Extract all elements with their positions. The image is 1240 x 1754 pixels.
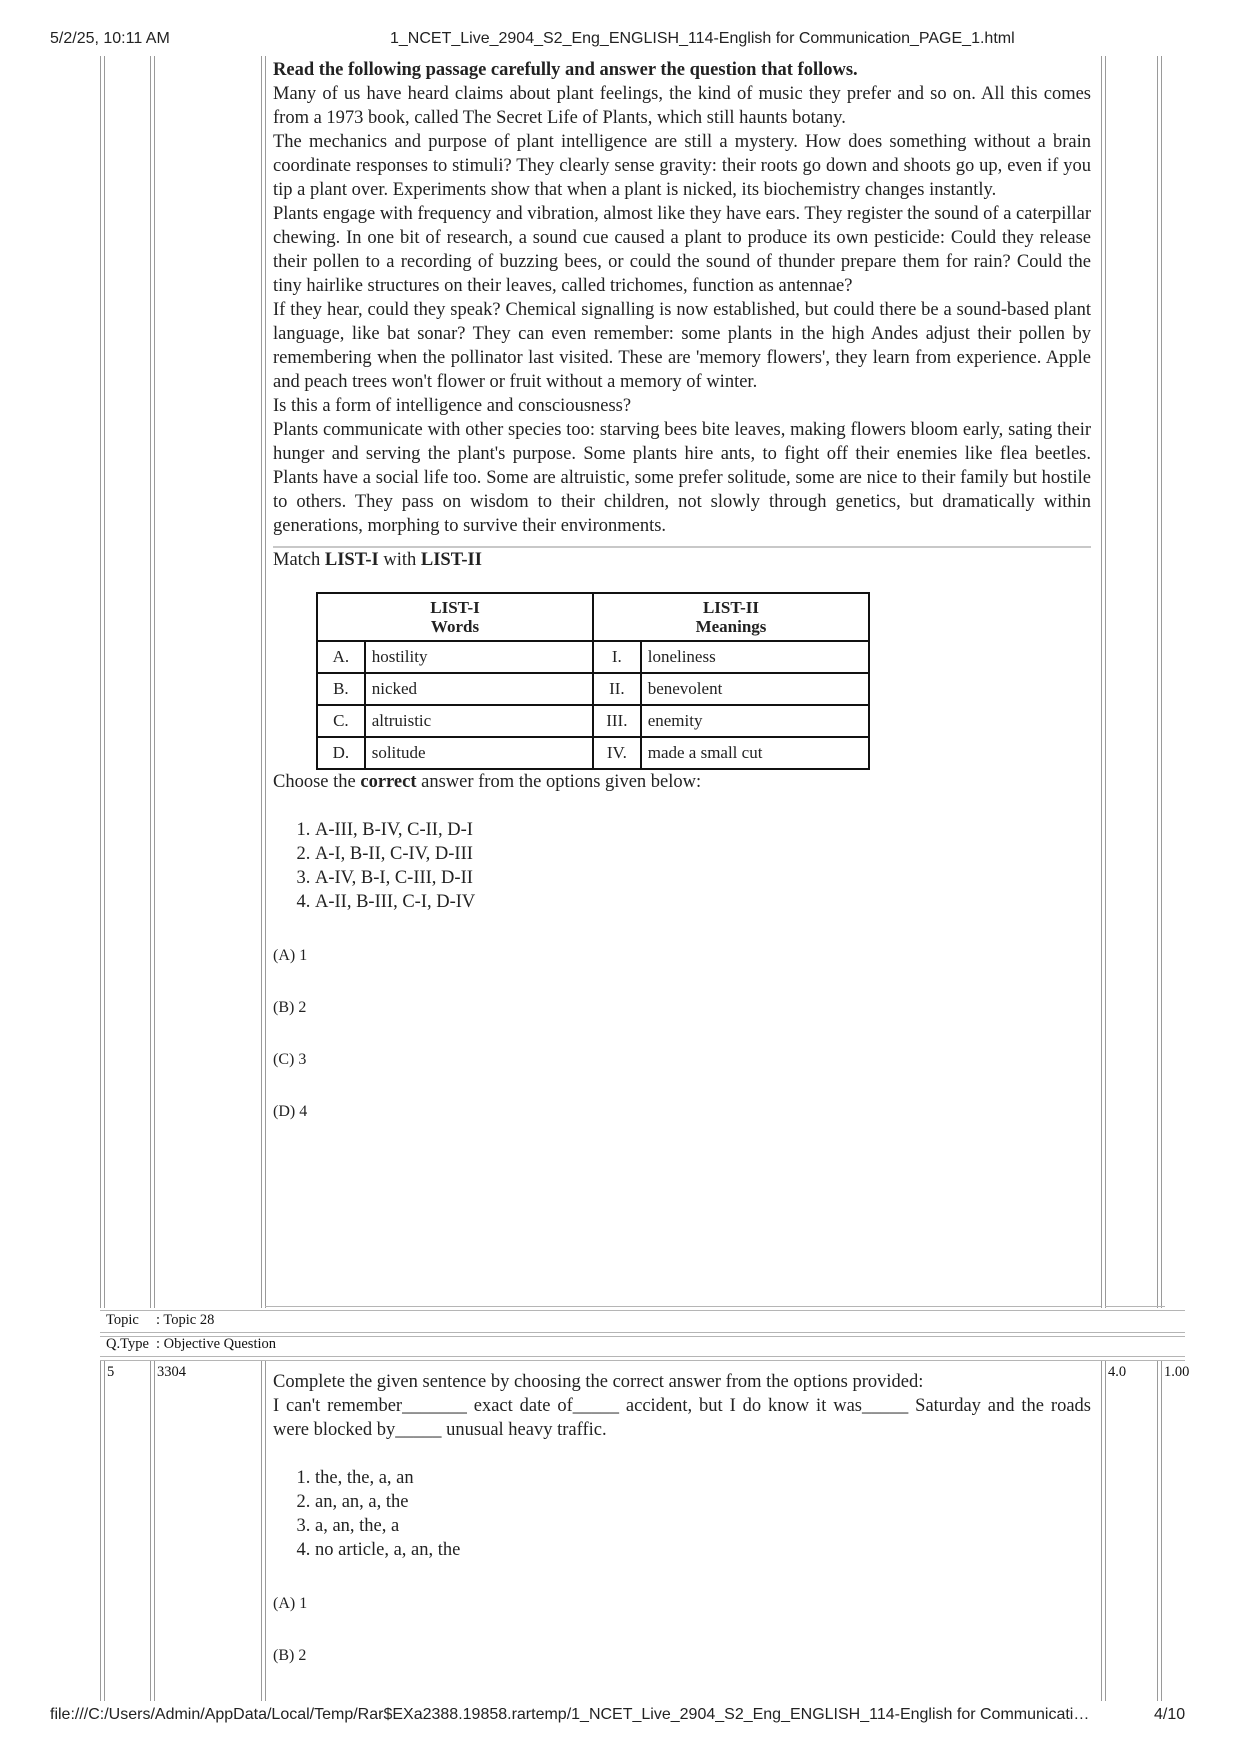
row-label: I.: [593, 641, 641, 673]
answer-choice-c: (C) 3: [273, 1051, 307, 1068]
option-list: [273, 1466, 1091, 1562]
table-row: [317, 673, 869, 705]
print-page-number: 4/10: [1154, 1706, 1186, 1723]
answer-choice-a: (A) 1: [273, 947, 308, 964]
qtype-value: : Objective Question: [156, 1336, 277, 1352]
row-label: III.: [593, 705, 641, 737]
table-row: [317, 641, 869, 673]
answer-choice-b: (B) 2: [273, 1647, 307, 1664]
table-row: [317, 737, 869, 769]
topic-value: : Topic 28: [156, 1312, 215, 1328]
word-cell: altruistic: [365, 705, 593, 737]
passage-paragraph: If they hear, could they speak? Chemical signalling is now established, but could there be a sound-based plant language, like bat sonar? They can even remember: some plants in the high Andes adjust their pollen by remembering when the pollinator last visited. These are 'memory flowers', they learn from experience. Apple and peach trees won't flower or fruit without a memory of winter.: [273, 300, 1091, 392]
question4-content: [273, 58, 1091, 1122]
question-marks: 4.0: [1108, 1364, 1127, 1380]
passage-paragraph: Is this a form of intelligence and consciousness?: [273, 396, 632, 416]
question-negative-marks: 1.00: [1164, 1364, 1190, 1380]
word-cell: nicked: [365, 673, 593, 705]
meaning-cell: enemity: [641, 705, 869, 737]
answer-choice-b: (B) 2: [273, 999, 307, 1016]
list2-name: LIST-II: [420, 550, 482, 570]
row-label: II.: [593, 673, 641, 705]
option-item: 1. the, the, a, an: [315, 1466, 1091, 1490]
row-label: A.: [317, 641, 365, 673]
match-instruction: Match LIST-I with LIST-II: [273, 550, 482, 570]
row-label: C.: [317, 705, 365, 737]
passage-paragraph: Many of us have heard claims about plant feelings, the kind of music they prefer and so on. All this comes from a 1973 book, called The Secret Life of Plants, which still haunts botany.: [273, 84, 1091, 128]
list1-header: LIST-I Words: [317, 593, 593, 641]
match-table-header: [317, 593, 869, 641]
answer-choice-a: (A) 1: [273, 1595, 308, 1612]
option-item: 3. a, an, the, a: [315, 1514, 1091, 1538]
match-table: [316, 592, 870, 770]
list2-header: LIST-II Meanings: [593, 593, 869, 641]
choose-instruction: Choose the correct answer from the options given below:: [273, 772, 702, 792]
print-datetime: 5/2/25, 10:11 AM: [50, 30, 170, 47]
question-number: 5: [107, 1364, 115, 1380]
option-item: 1. A-III, B-IV, C-II, D-I: [315, 818, 1091, 842]
row-label: B.: [317, 673, 365, 705]
table-row: [317, 705, 869, 737]
option-item: 2. an, an, a, the: [315, 1490, 1091, 1514]
word-cell: hostility: [365, 641, 593, 673]
option-item: 4. no article, a, an, the: [315, 1538, 1091, 1562]
word-cell: solitude: [365, 737, 593, 769]
question-prompt: Complete the given sentence by choosing the correct answer from the options provided:: [273, 1372, 924, 1392]
print-file-path: file:///C:/Users/Admin/AppData/Local/Temp/Rar$EXa2388.19858.rartemp/1_NCET_Live_2904_S2_Eng_ENGLISH_114-English for Communicati…: [50, 1706, 1090, 1723]
passage-paragraph: Plants engage with frequency and vibration, almost like they have ears. They register the sound of a caterpillar chewing. In one bit of research, a sound cue caused a plant to produce its own pesticide: Could they release their pollen to a recording of buzzing bees, or could the sound of thunder prepare them for rain? Could the tiny hairlike structures on their leaves, called trichomes, function as antennae?: [273, 204, 1092, 296]
question-sentence: I can't remember_______ exact date of_____ accident, but I do know it was_____ Saturday and the roads were blocked by_____ unusual heavy traffic.: [273, 1396, 1091, 1440]
print-page-title: 1_NCET_Live_2904_S2_Eng_ENGLISH_114-English for Communication_PAGE_1.html: [390, 30, 1015, 47]
option-item: 4. A-II, B-III, C-I, D-IV: [315, 890, 1091, 914]
option-item: 2. A-I, B-II, C-IV, D-III: [315, 842, 1091, 866]
list1-name: LIST-I: [324, 550, 379, 570]
row-label: IV.: [593, 737, 641, 769]
question5-content: [273, 1370, 1091, 1666]
option-list: [273, 818, 1091, 914]
topic-label: Topic: [106, 1312, 139, 1328]
meaning-cell: benevolent: [641, 673, 869, 705]
passage-paragraph: Plants communicate with other species too: starving bees bite leaves, making flowers bloom early, sating their hunger and serving the plant's purpose. Some plants hire ants, to fight off their enemies like flea beetles. Plants have a social life too. Some are altruistic, some prefer solitude, some are nice to their family but hostile to others. They pass on wisdom to their children, not slowly through genetics, but dramatically within generations, morphing to survive their environments.: [273, 420, 1091, 536]
passage-title: Read the following passage carefully and answer the question that follows.: [273, 60, 858, 80]
meaning-cell: loneliness: [641, 641, 869, 673]
qtype-label: Q.Type: [106, 1336, 149, 1352]
answer-choice-d: (D) 4: [273, 1103, 308, 1120]
option-item: 3. A-IV, B-I, C-III, D-II: [315, 866, 1091, 890]
meaning-cell: made a small cut: [641, 737, 869, 769]
row-label: D.: [317, 737, 365, 769]
passage-paragraph: The mechanics and purpose of plant intelligence are still a mystery. How does something without a brain coordinate responses to stimuli? They clearly sense gravity: their roots go down and shoots go up, even if you tip a plant over. Experiments show that when a plant is nicked, its biochemistry changes instantly.: [273, 132, 1091, 200]
question-id: 3304: [157, 1364, 186, 1380]
